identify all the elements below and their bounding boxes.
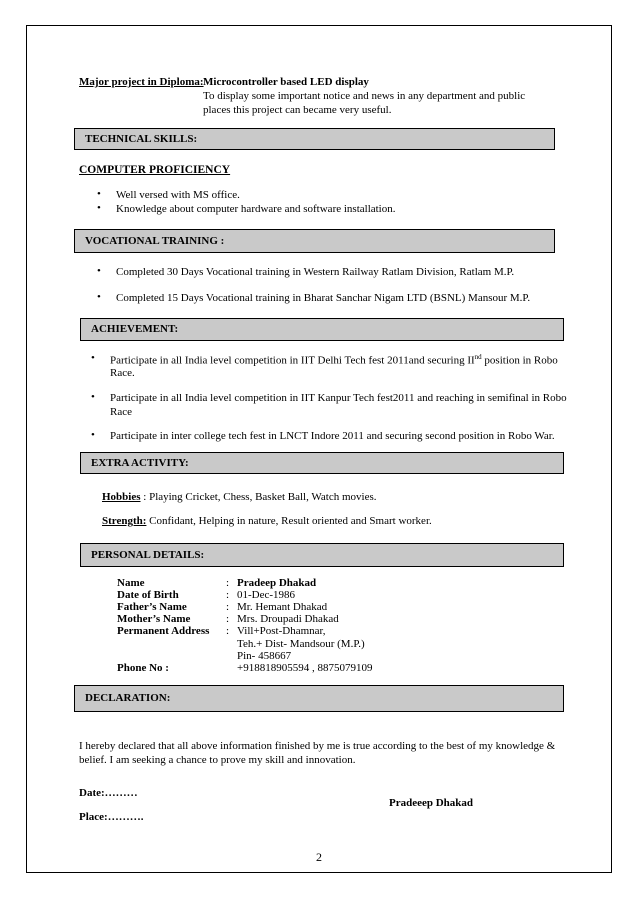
personal-label-phone: Phone No : [117, 662, 169, 674]
personal-colon: : [226, 577, 230, 589]
personal-colon: : [226, 613, 230, 625]
personal-value-father: Mr. Hemant Dhakad [237, 601, 328, 613]
declaration-line1: I hereby declared that all above information finished by me is true according to the best of my knowledge & [79, 740, 556, 752]
page-number: 2 [316, 850, 322, 864]
personal-address-line3: Pin- 458667 [237, 650, 292, 662]
achievement-1-line2: Race. [110, 367, 135, 379]
vocational-training-header: VOCATIONAL TRAINING : [74, 229, 555, 253]
personal-label-mother: Mother’s Name [117, 613, 191, 625]
achievement-1-line1: Participate in all India level competition in IIT Delhi Tech fest 2011and securing IInd position in Robo [110, 353, 558, 367]
personal-label-name: Name [117, 577, 145, 589]
project-label: Major project in Diploma: [79, 76, 204, 88]
project-title: Microcontroller based LED display [203, 76, 369, 88]
bullet-icon: • [91, 391, 95, 403]
personal-label-address: Permanent Address [117, 625, 210, 637]
place-field: Place:………. [79, 811, 144, 823]
signature-name: Pradeeep Dhakad [389, 797, 474, 809]
personal-label-father: Father’s Name [117, 601, 187, 613]
declaration-header: DECLARATION: [74, 685, 564, 712]
bullet-icon: • [97, 188, 101, 200]
personal-colon: : [226, 589, 230, 601]
technical-skills-header: TECHNICAL SKILLS: [74, 128, 555, 150]
computer-item-2: Knowledge about computer hardware and software installation. [116, 203, 396, 215]
personal-value-address: Vill+Post-Dhamnar, [237, 625, 326, 637]
project-desc-line1: To display some important notice and news in any department and public [203, 90, 526, 102]
achievement-3: Participate in inter college tech fest in LNCT Indore 2011 and securing second position in Robo War. [110, 430, 555, 442]
personal-details-header: PERSONAL DETAILS: [80, 543, 564, 567]
hobbies-row: Hobbies : Playing Cricket, Chess, Basket Ball, Watch movies. [102, 491, 377, 503]
computer-proficiency-heading: COMPUTER PROFICIENCY [79, 164, 231, 176]
personal-value-dob: 01-Dec-1986 [237, 589, 296, 601]
personal-colon: : [226, 601, 230, 613]
bullet-icon: • [91, 429, 95, 441]
personal-value-name: Pradeep Dhakad [237, 577, 317, 589]
bullet-icon: • [91, 352, 95, 364]
vocational-item-2: Completed 15 Days Vocational training in Bharat Sanchar Nigam LTD (BSNL) Mansour M.P. [116, 292, 531, 304]
bullet-icon: • [97, 202, 101, 214]
bullet-icon: • [97, 265, 101, 277]
bullet-icon: • [97, 291, 101, 303]
vocational-item-1: Completed 30 Days Vocational training in Western Railway Ratlam Division, Ratlam M.P. [116, 266, 515, 278]
personal-colon: : [226, 625, 230, 637]
personal-value-mother: Mrs. Droupadi Dhakad [237, 613, 339, 625]
date-field: Date:……… [79, 787, 138, 799]
extra-activity-header: EXTRA ACTIVITY: [80, 452, 564, 474]
personal-value-phone: +918818905594 , 8875079109 [237, 662, 373, 674]
personal-address-line2: Teh.+ Dist- Mandsour (M.P.) [237, 638, 365, 650]
achievement-2-line2: Race [110, 406, 132, 418]
achievement-2-line1: Participate in all India level competition in IIT Kanpur Tech fest2011 and reaching in semifinal in Robo [110, 392, 567, 404]
project-desc-line2: places this project can became very useful. [203, 104, 392, 116]
declaration-line2: belief. I am seeking a chance to prove my skill and innovation. [79, 754, 356, 766]
computer-item-1: Well versed with MS office. [116, 189, 240, 201]
personal-label-dob: Date of Birth [117, 589, 179, 601]
strength-row: Strength: Confidant, Helping in nature, Result oriented and Smart worker. [102, 515, 432, 527]
achievement-header: ACHIEVEMENT: [80, 318, 564, 341]
